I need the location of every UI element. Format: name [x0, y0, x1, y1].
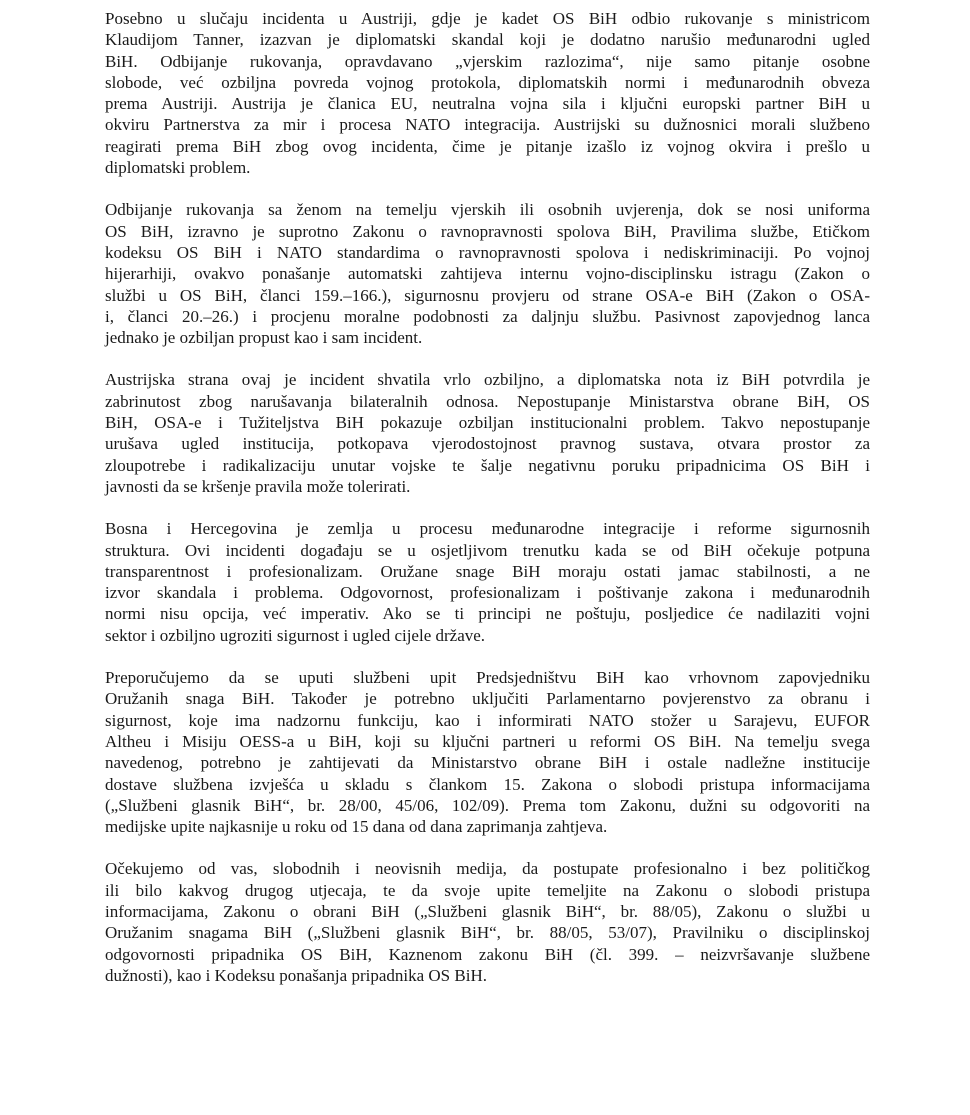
- text-line: normi nisu opcija, već imperativ. Ako se ti principi ne poštuju, posljedice će nadilaziti vojni: [105, 604, 870, 624]
- text-line: Bosna i Hercegovina je zemlja u procesu međunarodne integracije i reforme sigurnosnih: [105, 519, 870, 539]
- text-line: OS BiH, izravno je suprotno Zakonu o ravnopravnosti spolova BiH, Pravilima službe, Etičkom: [105, 221, 870, 241]
- text-line: Odbijanje rukovanja sa ženom na temelju vjerskih ili osobnih uvjerenja, dok se nosi uniforma: [105, 200, 870, 220]
- text-line: diplomatski problem.: [105, 158, 251, 178]
- text-line: medijske upite najkasnije u roku od 15 dana od dana zaprimanja zahtjeva.: [105, 817, 608, 837]
- text-line: urušava ugled institucija, potkopava vjerodostojnost pravnog sustava, otvara prostor za: [105, 434, 870, 454]
- text-line: javnosti da se kršenje pravila može tolerirati.: [105, 476, 411, 496]
- text-line: transparentnost i profesionalizam. Oružane snage BiH moraju ostati jamac stabilnosti, a ne: [105, 561, 870, 581]
- text-line: navedenog, potrebno je zahtijevati da Ministarstvo obrane BiH i ostale nadležne institucije: [105, 753, 870, 773]
- text-line: Preporučujemo da se uputi službeni upit Predsjedništvu BiH kao vrhovnom zapovjedniku: [105, 668, 870, 688]
- text-line: ili bilo kakvog drugog utjecaja, te da svoje upite temeljite na Zakonu o slobodi pristupa: [105, 880, 870, 900]
- text-line: zabrinutost zbog narušavanja bilateralnih odnosa. Nepostupanje Ministarstva obrane BiH, OS: [105, 391, 870, 411]
- text-line: Austrijska strana ovaj je incident shvatila vrlo ozbiljno, a diplomatska nota iz BiH potvrdila je: [105, 370, 870, 390]
- text-line: službi u OS BiH, članci 159.–166.), sigurnosnu provjeru od strane OSA-e BiH (Zakon o OSA-: [105, 285, 870, 305]
- text-line: Klaudijom Tanner, izazvan je diplomatski skandal koji je dodatno narušio međunarodni ugled: [105, 30, 870, 50]
- text-line: izvor skandala i problema. Odgovornost, profesionalizam i poštivanje zakona i međunarodnih: [105, 583, 870, 603]
- paragraph-5: [105, 667, 870, 837]
- text-line: informacijama, Zakonu o obrani BiH („Službeni glasnik BiH“, br. 88/05), Zakonu o službi u: [105, 901, 870, 921]
- text-line: Altheu i Misiju OESS-a u BiH, koji su ključni partneri u reformi OS BiH. Na temelju svega: [105, 731, 870, 751]
- text-line: okviru Partnerstva za mir i procesa NATO integracija. Austrijski su dužnosnici morali službeno: [105, 115, 870, 135]
- text-line: sigurnost, koje ima nadzornu funkciju, kao i informirati NATO stožer u Sarajevu, EUFOR: [105, 710, 870, 730]
- text-line: kodeksu OS BiH i NATO standardima o ravnopravnosti spolova i nediskriminaciji. Po vojnoj: [105, 242, 870, 262]
- text-line: dostave službena izvješća u skladu s člankom 15. Zakona o slobodi pristupa informacijama: [105, 774, 870, 794]
- text-line: BiH. Odbijanje rukovanja, opravdavano „vjerskim razlozima“, nije samo pitanje osobne: [105, 51, 870, 71]
- text-line: odgovornosti pripadnika OS BiH, Kaznenom zakonu BiH (čl. 399. – neizvršavanje službene: [105, 944, 870, 964]
- document-body: [105, 8, 870, 1007]
- text-line: i, članci 20.–26.) i procjenu moralne podobnosti za daljnju službu. Pasivnost zapovjednog lanca: [105, 306, 870, 326]
- text-line: prema Austriji. Austrija je članica EU, neutralna vojna sila i ključni europski partner BiH u: [105, 94, 870, 114]
- text-line: zloupotrebe i radikalizaciju unutar vojske te šalje negativnu poruku pripadnicima OS BiH i: [105, 455, 870, 475]
- paragraph-1: [105, 8, 870, 178]
- paragraph-6: [105, 858, 870, 986]
- paragraph-4: [105, 518, 870, 646]
- text-line: slobode, već ozbiljna povreda vojnog protokola, diplomatskih normi i međunarodnih obveza: [105, 72, 870, 92]
- text-line: sektor i ozbiljno ugroziti sigurnost i ugled cijele države.: [105, 625, 486, 645]
- text-line: hijerarhiji, ovakvo ponašanje automatski zahtijeva internu vojno-disciplinsku istragu (Zakon o: [105, 264, 870, 284]
- text-line: jednako je ozbiljan propust kao i sam incident.: [105, 328, 423, 348]
- text-line: struktura. Ovi incidenti događaju se u osjetljivom trenutku kada se od BiH očekuje potpuna: [105, 540, 870, 560]
- paragraph-3: [105, 369, 870, 497]
- text-line: Oružanim snagama BiH („Službeni glasnik BiH“, br. 88/05, 53/07), Pravilniku o disciplinskoj: [105, 923, 870, 943]
- text-line: („Službeni glasnik BiH“, br. 28/00, 45/06, 102/09). Prema tom Zakonu, dužni su odgovoriti na: [105, 795, 870, 815]
- text-line: dužnosti), kao i Kodeksu ponašanja pripadnika OS BiH.: [105, 965, 487, 985]
- paragraph-2: [105, 199, 870, 348]
- text-line: Posebno u slučaju incidenta u Austriji, gdje je kadet OS BiH odbio rukovanje s ministricom: [105, 9, 870, 28]
- text-line: Očekujemo od vas, slobodnih i neovisnih medija, da postupate profesionalno i bez političkog: [105, 859, 870, 879]
- text-line: BiH, OSA-e i Tužiteljstva BiH pokazuje ozbiljan institucionalni problem. Takvo nepostupanje: [105, 413, 870, 433]
- text-line: reagirati prema BiH zbog ovog incidenta, čime je pitanje izašlo iz vojnog okvira i prešlo u: [105, 136, 870, 156]
- text-line: Oružanih snaga BiH. Također je potrebno uključiti Parlamentarno povjerenstvo za obranu i: [105, 689, 870, 709]
